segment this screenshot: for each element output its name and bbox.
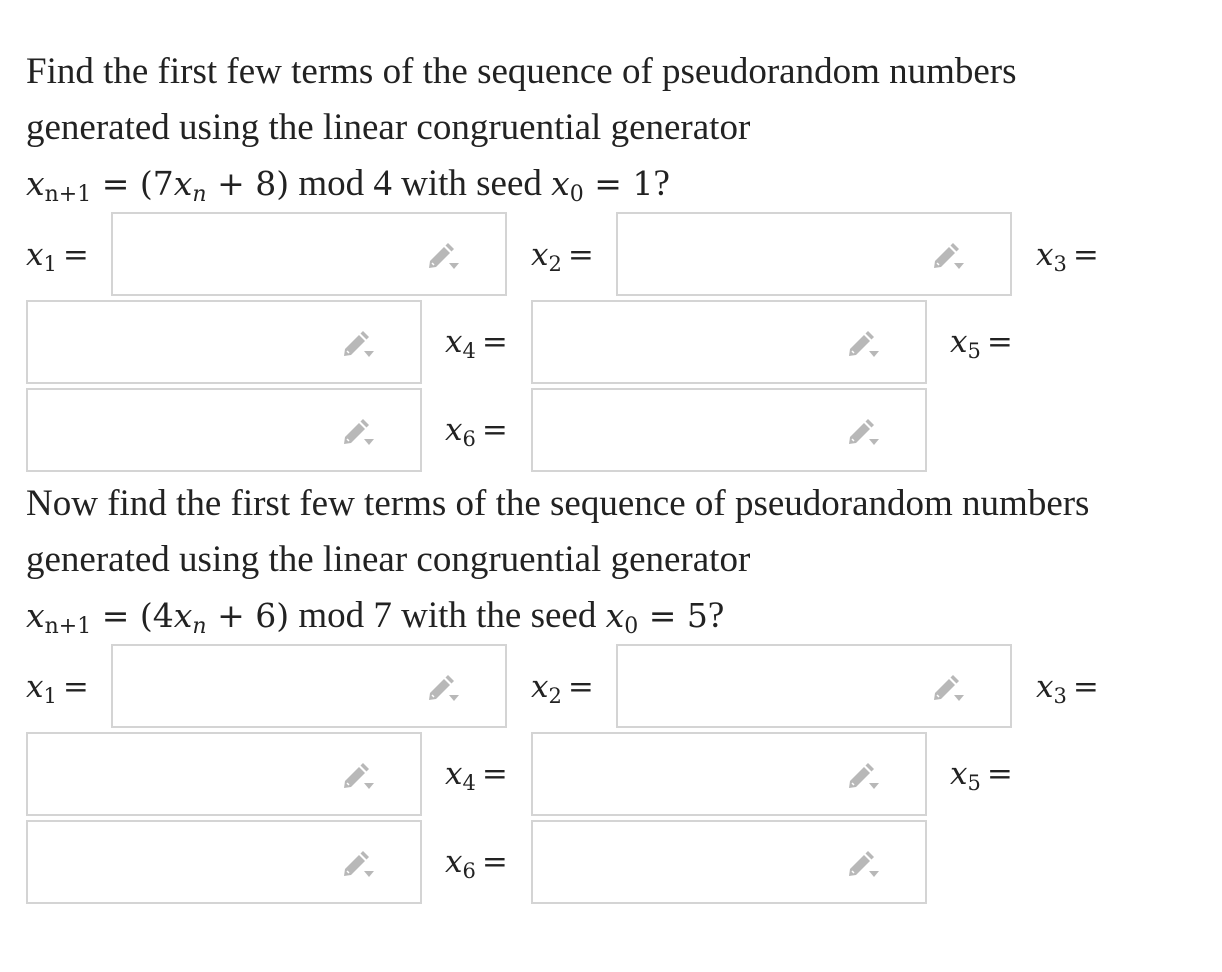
label-x2: $x_2$ = xyxy=(531,669,594,708)
seed-expression: $x_0 = 1$ xyxy=(551,164,654,207)
label-x4: $x_4$ = xyxy=(445,756,508,795)
generator-formula-line xyxy=(26,156,1206,212)
modulus: 4 xyxy=(373,163,392,204)
prompt-line-1: Find the first few terms of the sequence of pseudorandom numbers xyxy=(26,51,1017,92)
pencil-dropdown-icon[interactable] xyxy=(340,417,376,449)
seed-expression: $x_0 = 5$ xyxy=(605,596,708,639)
pencil-dropdown-icon[interactable] xyxy=(845,417,881,449)
answer-input-x3[interactable] xyxy=(26,732,422,816)
answer-grid-1 xyxy=(26,212,1206,474)
answer-input-x5[interactable] xyxy=(26,388,422,472)
label-x5: $x_5$ = xyxy=(950,756,1013,795)
pencil-dropdown-icon[interactable] xyxy=(845,329,881,361)
prompt-line-1: Now find the first few terms of the sequence of pseudorandom numbers xyxy=(26,483,1090,524)
pencil-dropdown-icon[interactable] xyxy=(930,241,966,273)
generator-formula: $x_{n+1} = (7x_n + 8)$ xyxy=(26,164,290,207)
answer-input-x4[interactable] xyxy=(531,300,927,384)
generator-formula-line xyxy=(26,588,1206,644)
answer-input-x3[interactable] xyxy=(26,300,422,384)
label-x4: $x_4$ = xyxy=(445,324,508,363)
answer-input-x2[interactable] xyxy=(616,644,1012,728)
mod-word: mod xyxy=(298,163,365,204)
seed-text: with seed xyxy=(401,163,542,204)
answer-input-x4[interactable] xyxy=(531,732,927,816)
question-2 xyxy=(26,476,1206,906)
answer-input-x2[interactable] xyxy=(616,212,1012,296)
prompt-line-2: generated using the linear congruential generator xyxy=(26,539,751,580)
mod-word: mod xyxy=(298,595,365,636)
question-mark: ? xyxy=(653,163,670,204)
pencil-dropdown-icon[interactable] xyxy=(340,761,376,793)
label-x1: $x_1$ = xyxy=(26,237,89,276)
label-x5: $x_5$ = xyxy=(950,324,1013,363)
answer-input-x6[interactable] xyxy=(531,388,927,472)
label-x6: $x_6$ = xyxy=(445,844,508,883)
pencil-dropdown-icon[interactable] xyxy=(340,849,376,881)
modulus: 7 xyxy=(373,595,392,636)
pencil-dropdown-icon[interactable] xyxy=(340,329,376,361)
generator-formula: $x_{n+1} = (4x_n + 6)$ xyxy=(26,596,290,639)
pencil-dropdown-icon[interactable] xyxy=(930,673,966,705)
label-x3: $x_3$ = xyxy=(1036,669,1099,708)
label-x2: $x_2$ = xyxy=(531,237,594,276)
question-mark: ? xyxy=(707,595,725,636)
label-x3: $x_3$ = xyxy=(1036,237,1099,276)
pencil-dropdown-icon[interactable] xyxy=(845,849,881,881)
answer-grid-2 xyxy=(26,644,1206,906)
label-x6: $x_6$ = xyxy=(445,412,508,451)
label-x1: $x_1$ = xyxy=(26,669,89,708)
answer-input-x1[interactable] xyxy=(111,212,507,296)
answer-input-x5[interactable] xyxy=(26,820,422,904)
seed-text: with the seed xyxy=(401,595,597,636)
prompt-line-2: generated using the linear congruential generator xyxy=(26,107,751,148)
pencil-dropdown-icon[interactable] xyxy=(845,761,881,793)
question-1 xyxy=(26,44,1206,474)
answer-input-x1[interactable] xyxy=(111,644,507,728)
pencil-dropdown-icon[interactable] xyxy=(425,241,461,273)
answer-input-x6[interactable] xyxy=(531,820,927,904)
pencil-dropdown-icon[interactable] xyxy=(425,673,461,705)
